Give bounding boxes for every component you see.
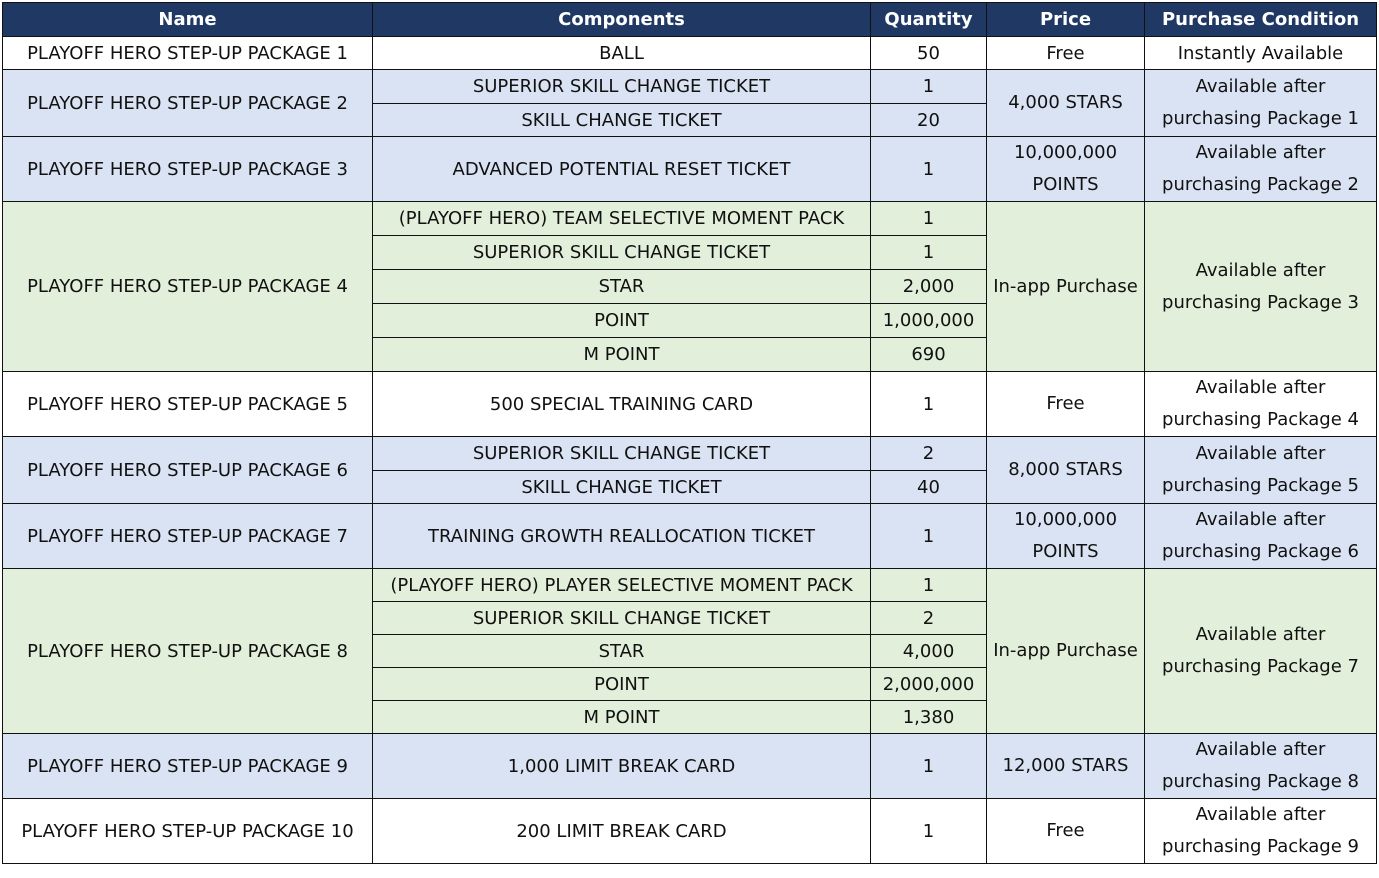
- component-item: (PLAYOFF HERO) TEAM SELECTIVE MOMENT PACK: [373, 202, 871, 236]
- package-price: 10,000,000 POINTS: [987, 504, 1145, 569]
- package-table: [2, 2, 1377, 864]
- package-name: PLAYOFF HERO STEP-UP PACKAGE 1: [3, 37, 373, 70]
- component-quantity: 50: [871, 37, 987, 70]
- table-row: [3, 137, 1377, 202]
- component-quantity: 20: [871, 104, 987, 137]
- purchase-condition: Instantly Available: [1145, 37, 1377, 70]
- component-quantity: 1: [871, 799, 987, 864]
- purchase-condition: Available after purchasing Package 6: [1145, 504, 1377, 569]
- table-row: [3, 202, 1377, 236]
- package-name: PLAYOFF HERO STEP-UP PACKAGE 10: [3, 799, 373, 864]
- purchase-condition: Available after purchasing Package 2: [1145, 137, 1377, 202]
- component-item: STAR: [373, 270, 871, 304]
- component-quantity: 1: [871, 734, 987, 799]
- component-quantity: 1: [871, 202, 987, 236]
- component-item: 1,000 LIMIT BREAK CARD: [373, 734, 871, 799]
- purchase-condition: Available after purchasing Package 8: [1145, 734, 1377, 799]
- component-item: M POINT: [373, 338, 871, 372]
- component-item: ADVANCED POTENTIAL RESET TICKET: [373, 137, 871, 202]
- component-quantity: 1: [871, 137, 987, 202]
- package-name: PLAYOFF HERO STEP-UP PACKAGE 5: [3, 372, 373, 437]
- table-row: [3, 37, 1377, 70]
- component-item: SUPERIOR SKILL CHANGE TICKET: [373, 236, 871, 270]
- header-quantity: Quantity: [871, 3, 987, 37]
- component-quantity: 1,000,000: [871, 304, 987, 338]
- component-item: SKILL CHANGE TICKET: [373, 471, 871, 504]
- package-name: PLAYOFF HERO STEP-UP PACKAGE 6: [3, 437, 373, 504]
- package-name: PLAYOFF HERO STEP-UP PACKAGE 8: [3, 569, 373, 734]
- purchase-condition: Available after purchasing Package 5: [1145, 437, 1377, 504]
- header-row: [3, 3, 1377, 37]
- component-item: M POINT: [373, 701, 871, 734]
- purchase-condition: Available after purchasing Package 1: [1145, 70, 1377, 137]
- component-quantity: 2: [871, 437, 987, 471]
- header-purchase-condition: Purchase Condition: [1145, 3, 1377, 37]
- package-name: PLAYOFF HERO STEP-UP PACKAGE 9: [3, 734, 373, 799]
- package-name: PLAYOFF HERO STEP-UP PACKAGE 4: [3, 202, 373, 372]
- component-item: SUPERIOR SKILL CHANGE TICKET: [373, 70, 871, 104]
- component-quantity: 40: [871, 471, 987, 504]
- table-row: [3, 372, 1377, 437]
- package-price: 8,000 STARS: [987, 437, 1145, 504]
- package-price: Free: [987, 372, 1145, 437]
- table-row: [3, 799, 1377, 864]
- component-quantity: 1: [871, 372, 987, 437]
- purchase-condition: Available after purchasing Package 4: [1145, 372, 1377, 437]
- package-price: 12,000 STARS: [987, 734, 1145, 799]
- table-row: [3, 437, 1377, 471]
- package-price: In-app Purchase: [987, 569, 1145, 734]
- component-quantity: 690: [871, 338, 987, 372]
- component-item: TRAINING GROWTH REALLOCATION TICKET: [373, 504, 871, 569]
- package-price: Free: [987, 37, 1145, 70]
- component-quantity: 1: [871, 569, 987, 602]
- purchase-condition: Available after purchasing Package 3: [1145, 202, 1377, 372]
- package-price: Free: [987, 799, 1145, 864]
- table-row: [3, 70, 1377, 104]
- component-quantity: 1: [871, 504, 987, 569]
- component-item: SKILL CHANGE TICKET: [373, 104, 871, 137]
- component-quantity: 1: [871, 236, 987, 270]
- purchase-condition: Available after purchasing Package 7: [1145, 569, 1377, 734]
- component-item: 200 LIMIT BREAK CARD: [373, 799, 871, 864]
- package-name: PLAYOFF HERO STEP-UP PACKAGE 2: [3, 70, 373, 137]
- table-row: [3, 569, 1377, 602]
- component-item: STAR: [373, 635, 871, 668]
- package-price: 10,000,000 POINTS: [987, 137, 1145, 202]
- header-components: Components: [373, 3, 871, 37]
- component-item: 500 SPECIAL TRAINING CARD: [373, 372, 871, 437]
- purchase-condition: Available after purchasing Package 9: [1145, 799, 1377, 864]
- component-item: (PLAYOFF HERO) PLAYER SELECTIVE MOMENT PACK: [373, 569, 871, 602]
- package-name: PLAYOFF HERO STEP-UP PACKAGE 7: [3, 504, 373, 569]
- component-item: SUPERIOR SKILL CHANGE TICKET: [373, 437, 871, 471]
- component-quantity: 1,380: [871, 701, 987, 734]
- header-name: Name: [3, 3, 373, 37]
- package-price: 4,000 STARS: [987, 70, 1145, 137]
- component-quantity: 2: [871, 602, 987, 635]
- component-item: BALL: [373, 37, 871, 70]
- component-quantity: 1: [871, 70, 987, 104]
- component-quantity: 4,000: [871, 635, 987, 668]
- table-row: [3, 734, 1377, 799]
- component-quantity: 2,000: [871, 270, 987, 304]
- component-quantity: 2,000,000: [871, 668, 987, 701]
- component-item: SUPERIOR SKILL CHANGE TICKET: [373, 602, 871, 635]
- component-item: POINT: [373, 668, 871, 701]
- table-row: [3, 504, 1377, 569]
- header-price: Price: [987, 3, 1145, 37]
- component-item: POINT: [373, 304, 871, 338]
- package-name: PLAYOFF HERO STEP-UP PACKAGE 3: [3, 137, 373, 202]
- package-price: In-app Purchase: [987, 202, 1145, 372]
